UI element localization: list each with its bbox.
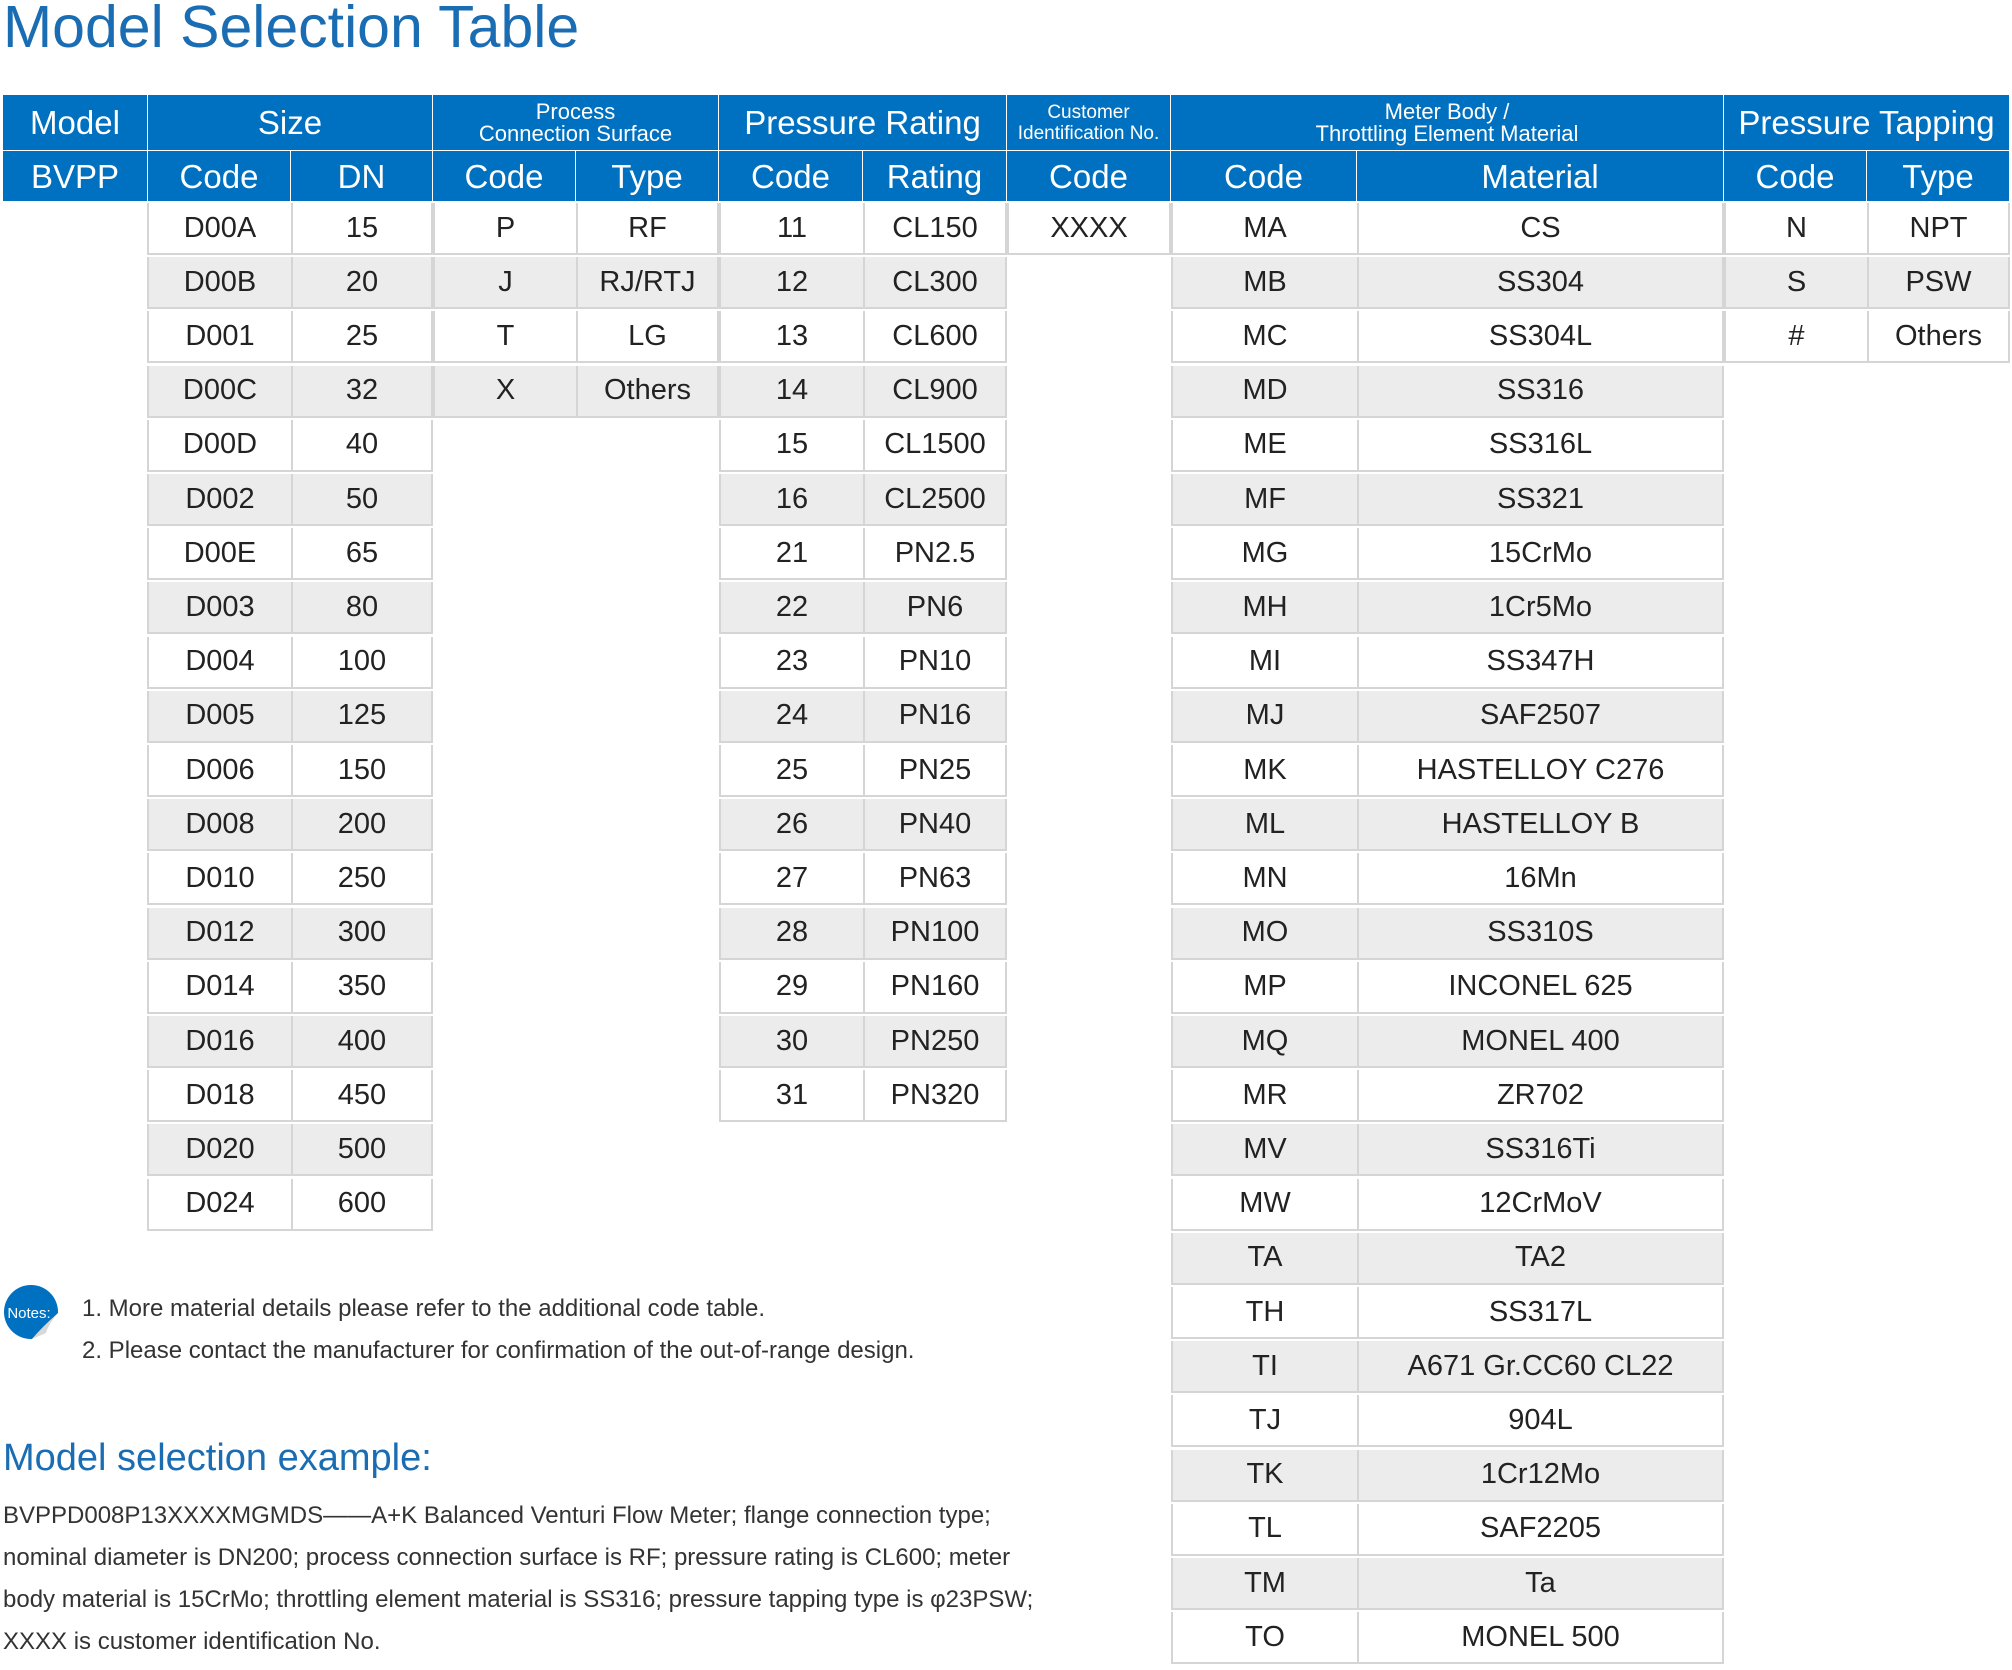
size-row-dn: 400 bbox=[291, 1016, 433, 1068]
material-row-material: SS317L bbox=[1357, 1287, 1724, 1339]
size-row-dn: 32 bbox=[291, 366, 433, 418]
material-row-code: MA bbox=[1171, 203, 1357, 255]
material-row-material: HASTELLOY C276 bbox=[1357, 745, 1724, 797]
size-row-code: D020 bbox=[147, 1124, 291, 1176]
size-row-dn: 500 bbox=[291, 1124, 433, 1176]
material-row-material: SAF2507 bbox=[1357, 691, 1724, 743]
header-process-line1: Process bbox=[535, 98, 616, 124]
pressure-row-rating: CL150 bbox=[863, 203, 1007, 255]
material-row-code: ML bbox=[1171, 799, 1357, 851]
header-process-line2: Connection Surface bbox=[478, 120, 673, 146]
pressure-row-code: 30 bbox=[719, 1016, 863, 1068]
pressure-row-rating: CL1500 bbox=[863, 420, 1007, 472]
pressure-row-code: 22 bbox=[719, 582, 863, 634]
example-line-1: BVPPD008P13XXXXMGMDS——A+K Balanced Venturi Flow Meter; flange connection type; bbox=[3, 1502, 991, 1529]
header-model: Model bbox=[3, 95, 147, 150]
size-row-dn: 125 bbox=[291, 691, 433, 743]
header-size: Size bbox=[148, 95, 432, 150]
page-title: Model Selection Table bbox=[3, 0, 580, 60]
material-row-material: 1Cr12Mo bbox=[1357, 1450, 1724, 1502]
pressure-row-code: 14 bbox=[719, 366, 863, 418]
material-row-code: TM bbox=[1171, 1558, 1357, 1610]
material-row-material: A671 Gr.CC60 CL22 bbox=[1357, 1341, 1724, 1393]
process-row-code: J bbox=[433, 257, 576, 309]
pressure-row-code: 23 bbox=[719, 637, 863, 689]
size-row-dn: 350 bbox=[291, 962, 433, 1014]
size-row-code: D012 bbox=[147, 908, 291, 960]
tapping-row-type: NPT bbox=[1867, 203, 2010, 255]
tapping-row-type: Others bbox=[1867, 311, 2010, 363]
pressure-row-rating: PN250 bbox=[863, 1016, 1007, 1068]
material-row-material: CS bbox=[1357, 203, 1724, 255]
header-process-code: Code bbox=[433, 151, 575, 201]
header-model-code: BVPP bbox=[3, 151, 147, 201]
header-meter-material-col: Material bbox=[1357, 151, 1723, 201]
material-row-material: SS316L bbox=[1357, 420, 1724, 472]
material-row-code: MR bbox=[1171, 1070, 1357, 1122]
material-row-code: MB bbox=[1171, 257, 1357, 309]
tapping-row-type: PSW bbox=[1867, 257, 2010, 309]
pressure-row-code: 29 bbox=[719, 962, 863, 1014]
size-row-dn: 20 bbox=[291, 257, 433, 309]
example-heading: Model selection example: bbox=[3, 1437, 432, 1479]
material-row-material: 12CrMoV bbox=[1357, 1179, 1724, 1231]
material-row-code: TL bbox=[1171, 1504, 1357, 1556]
header-pressure-rating: Pressure Rating bbox=[719, 95, 1006, 150]
size-row-code: D002 bbox=[147, 474, 291, 526]
customer-row-code: XXXX bbox=[1007, 203, 1171, 255]
material-row-code: TA bbox=[1171, 1233, 1357, 1285]
size-row-code: D014 bbox=[147, 962, 291, 1014]
material-row-material: SS321 bbox=[1357, 474, 1724, 526]
material-row-code: MV bbox=[1171, 1124, 1357, 1176]
process-row-code: T bbox=[433, 311, 576, 363]
material-row-material: ZR702 bbox=[1357, 1070, 1724, 1122]
size-row-code: D005 bbox=[147, 691, 291, 743]
header-customer-line2: Identification No. bbox=[1017, 122, 1160, 144]
material-row-material: 904L bbox=[1357, 1395, 1724, 1447]
header-pressure-tapping: Pressure Tapping bbox=[1724, 95, 2009, 150]
note-1: 1. More material details please refer to the additional code table. bbox=[82, 1295, 766, 1322]
material-row-material: SS304L bbox=[1357, 311, 1724, 363]
size-row-code: D00E bbox=[147, 528, 291, 580]
process-row-code: P bbox=[433, 203, 576, 255]
material-row-material: SAF2205 bbox=[1357, 1504, 1724, 1556]
pressure-row-rating: PN160 bbox=[863, 962, 1007, 1014]
pressure-row-rating: PN6 bbox=[863, 582, 1007, 634]
pressure-row-code: 15 bbox=[719, 420, 863, 472]
material-row-material: SS316 bbox=[1357, 366, 1724, 418]
size-row-dn: 200 bbox=[291, 799, 433, 851]
process-row-type: RF bbox=[576, 203, 719, 255]
header-size-code: Code bbox=[148, 151, 290, 201]
pressure-row-code: 13 bbox=[719, 311, 863, 363]
note-2: 2. Please contact the manufacturer for confirmation of the out-of-range design. bbox=[82, 1337, 915, 1364]
header-meter-code: Code bbox=[1171, 151, 1356, 201]
header-tapping-type: Type bbox=[1867, 151, 2009, 201]
pressure-row-rating: CL300 bbox=[863, 257, 1007, 309]
material-row-code: TH bbox=[1171, 1287, 1357, 1339]
material-row-code: MJ bbox=[1171, 691, 1357, 743]
size-row-code: D006 bbox=[147, 745, 291, 797]
example-line-2: nominal diameter is DN200; process connection surface is RF; pressure rating is CL600; meter bbox=[3, 1544, 1011, 1571]
material-row-code: MC bbox=[1171, 311, 1357, 363]
material-row-material: SS347H bbox=[1357, 637, 1724, 689]
material-row-material: SS304 bbox=[1357, 257, 1724, 309]
header-customer bbox=[1007, 95, 1170, 150]
size-row-code: D018 bbox=[147, 1070, 291, 1122]
material-row-code: MK bbox=[1171, 745, 1357, 797]
example-line-4: XXXX is customer identification No. bbox=[3, 1628, 381, 1655]
material-row-material: 16Mn bbox=[1357, 853, 1724, 905]
material-row-material: TA2 bbox=[1357, 1233, 1724, 1285]
example-line-3: body material is 15CrMo; throttling element material is SS316; pressure tapping type is φ23PSW; bbox=[3, 1586, 1034, 1613]
header-meter-material bbox=[1171, 95, 1723, 150]
pressure-row-rating: CL900 bbox=[863, 366, 1007, 418]
size-row-code: D001 bbox=[147, 311, 291, 363]
material-row-material: Ta bbox=[1357, 1558, 1724, 1610]
pressure-row-rating: CL600 bbox=[863, 311, 1007, 363]
material-row-material: 15CrMo bbox=[1357, 528, 1724, 580]
material-row-code: TI bbox=[1171, 1341, 1357, 1393]
size-row-dn: 250 bbox=[291, 853, 433, 905]
material-row-material: SS316Ti bbox=[1357, 1124, 1724, 1176]
header-customer-code: Code bbox=[1007, 151, 1170, 201]
header-size-dn: DN bbox=[291, 151, 432, 201]
material-row-code: MG bbox=[1171, 528, 1357, 580]
size-row-code: D004 bbox=[147, 637, 291, 689]
material-row-code: MH bbox=[1171, 582, 1357, 634]
pressure-row-code: 24 bbox=[719, 691, 863, 743]
pressure-row-rating: PN10 bbox=[863, 637, 1007, 689]
material-row-code: MP bbox=[1171, 962, 1357, 1014]
process-row-type: RJ/RTJ bbox=[576, 257, 719, 309]
size-row-code: D008 bbox=[147, 799, 291, 851]
size-row-dn: 300 bbox=[291, 908, 433, 960]
size-row-code: D00D bbox=[147, 420, 291, 472]
size-row-dn: 150 bbox=[291, 745, 433, 797]
size-row-code: D003 bbox=[147, 582, 291, 634]
size-row-dn: 600 bbox=[291, 1179, 433, 1231]
size-row-dn: 15 bbox=[291, 203, 433, 255]
material-row-code: MN bbox=[1171, 853, 1357, 905]
size-row-dn: 40 bbox=[291, 420, 433, 472]
pressure-row-code: 16 bbox=[719, 474, 863, 526]
pressure-row-code: 28 bbox=[719, 908, 863, 960]
header-customer-line1: Customer bbox=[1047, 101, 1130, 123]
tapping-row-code: N bbox=[1724, 203, 1867, 255]
pressure-row-rating: PN40 bbox=[863, 799, 1007, 851]
material-row-code: MW bbox=[1171, 1179, 1357, 1231]
size-row-dn: 50 bbox=[291, 474, 433, 526]
pressure-row-rating: PN100 bbox=[863, 908, 1007, 960]
material-row-code: MI bbox=[1171, 637, 1357, 689]
pressure-row-code: 27 bbox=[719, 853, 863, 905]
pressure-row-rating: PN25 bbox=[863, 745, 1007, 797]
size-row-code: D010 bbox=[147, 853, 291, 905]
pressure-row-code: 21 bbox=[719, 528, 863, 580]
pressure-row-rating: PN63 bbox=[863, 853, 1007, 905]
material-row-code: MF bbox=[1171, 474, 1357, 526]
header-process-type: Type bbox=[576, 151, 718, 201]
pressure-row-rating: CL2500 bbox=[863, 474, 1007, 526]
header-meter-line2: Throttling Element Material bbox=[1315, 120, 1579, 146]
notes-icon-label: Notes: bbox=[7, 1305, 51, 1322]
material-row-code: TO bbox=[1171, 1612, 1357, 1664]
material-row-code: MD bbox=[1171, 366, 1357, 418]
material-row-code: MO bbox=[1171, 908, 1357, 960]
pressure-row-code: 11 bbox=[719, 203, 863, 255]
size-row-dn: 80 bbox=[291, 582, 433, 634]
process-row-code: X bbox=[433, 366, 576, 418]
header-process bbox=[433, 95, 718, 150]
material-row-code: MQ bbox=[1171, 1016, 1357, 1068]
pressure-row-code: 31 bbox=[719, 1070, 863, 1122]
material-row-material: INCONEL 625 bbox=[1357, 962, 1724, 1014]
tapping-row-code: S bbox=[1724, 257, 1867, 309]
header-pressure-code: Code bbox=[719, 151, 862, 201]
tapping-row-code: # bbox=[1724, 311, 1867, 363]
header-tapping-code: Code bbox=[1724, 151, 1866, 201]
material-row-material: SS310S bbox=[1357, 908, 1724, 960]
size-row-code: D024 bbox=[147, 1179, 291, 1231]
size-row-code: D00C bbox=[147, 366, 291, 418]
material-row-material: MONEL 400 bbox=[1357, 1016, 1724, 1068]
pressure-row-code: 25 bbox=[719, 745, 863, 797]
size-row-dn: 65 bbox=[291, 528, 433, 580]
size-row-code: D00B bbox=[147, 257, 291, 309]
pressure-row-rating: PN2.5 bbox=[863, 528, 1007, 580]
process-row-type: Others bbox=[576, 366, 719, 418]
size-row-dn: 25 bbox=[291, 311, 433, 363]
pressure-row-code: 12 bbox=[719, 257, 863, 309]
size-row-code: D00A bbox=[147, 203, 291, 255]
material-row-material: HASTELLOY B bbox=[1357, 799, 1724, 851]
material-row-code: ME bbox=[1171, 420, 1357, 472]
process-row-type: LG bbox=[576, 311, 719, 363]
pressure-row-rating: PN16 bbox=[863, 691, 1007, 743]
material-row-code: TK bbox=[1171, 1450, 1357, 1502]
size-row-dn: 450 bbox=[291, 1070, 433, 1122]
pressure-row-rating: PN320 bbox=[863, 1070, 1007, 1122]
size-row-code: D016 bbox=[147, 1016, 291, 1068]
material-row-code: TJ bbox=[1171, 1395, 1357, 1447]
header-meter-line1: Meter Body / bbox=[1384, 98, 1510, 124]
material-row-material: MONEL 500 bbox=[1357, 1612, 1724, 1664]
size-row-dn: 100 bbox=[291, 637, 433, 689]
pressure-row-code: 26 bbox=[719, 799, 863, 851]
notes-icon bbox=[2, 1283, 60, 1341]
header-pressure-rating-col: Rating bbox=[863, 151, 1006, 201]
material-row-material: 1Cr5Mo bbox=[1357, 582, 1724, 634]
